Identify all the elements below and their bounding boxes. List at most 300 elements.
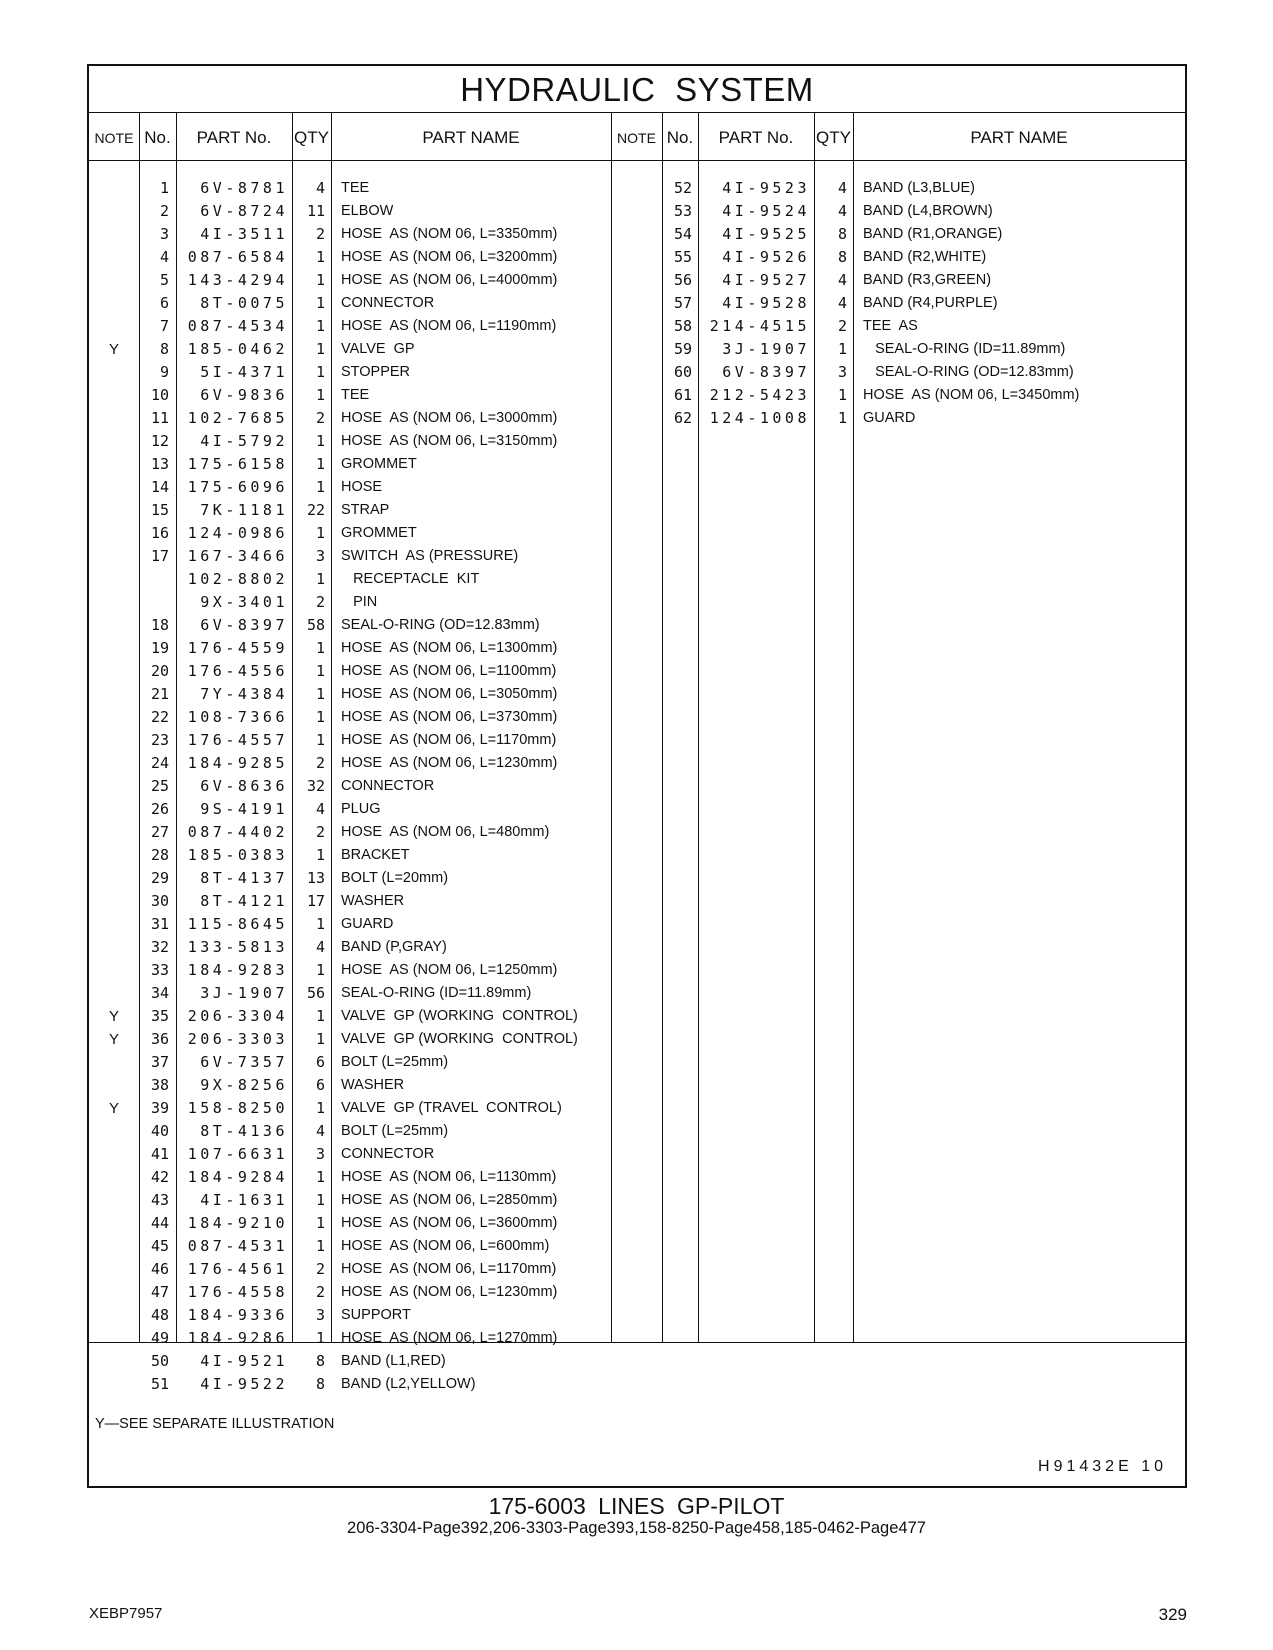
parts-row: [611, 361, 1185, 384]
parts-row: [89, 499, 611, 522]
part-number: 3J-1907: [200, 984, 288, 1002]
parts-row: [89, 1350, 611, 1373]
item-number: 11: [150, 409, 169, 427]
parts-row: [89, 407, 611, 430]
part-number: 212-5423: [709, 386, 810, 404]
part-number: 175-6096: [187, 478, 288, 496]
part-name: HOSE AS (NOM 06, L=3000mm): [341, 410, 558, 426]
item-number: 43: [150, 1191, 169, 1209]
parts-row: [89, 1051, 611, 1074]
header-qty: QTY: [816, 128, 851, 147]
parts-row: [89, 683, 611, 706]
item-number: 1: [159, 179, 169, 197]
quantity: 1: [837, 340, 847, 358]
part-number: 4I-9522: [200, 1375, 288, 1393]
quantity: 1: [315, 524, 325, 542]
part-name: BAND (P,GRAY): [341, 939, 447, 955]
part-number: 158-8250: [187, 1099, 288, 1117]
item-number: 31: [150, 915, 169, 933]
part-number: 176-4559: [187, 639, 288, 657]
part-number: 184-9286: [187, 1329, 288, 1347]
part-number: 184-9283: [187, 961, 288, 979]
part-name: HOSE AS (NOM 06, L=3450mm): [863, 387, 1080, 403]
quantity: 2: [315, 409, 325, 427]
part-name: STOPPER: [341, 364, 411, 380]
part-number: 115-8645: [187, 915, 288, 933]
part-number: 4I-9527: [722, 271, 810, 289]
item-number: 50: [150, 1352, 169, 1370]
item-number: 15: [150, 501, 169, 519]
item-number: 3: [159, 225, 169, 243]
item-number: 35: [150, 1007, 169, 1025]
quantity: 1: [315, 846, 325, 864]
part-number: 6V-7357: [200, 1053, 288, 1071]
quantity: 8: [315, 1352, 325, 1370]
parts-row: [89, 1327, 611, 1350]
part-name: BAND (R1,ORANGE): [863, 226, 1003, 242]
item-number: 55: [673, 248, 692, 266]
parts-row: [89, 982, 611, 1005]
part-number: 8T-4136: [200, 1122, 288, 1140]
part-number: 8T-4137: [200, 869, 288, 887]
item-number: 39: [150, 1099, 169, 1117]
item-number: 47: [150, 1283, 169, 1301]
item-number: 24: [150, 754, 169, 772]
parts-list-right: [611, 177, 1185, 430]
quantity: 4: [315, 1122, 325, 1140]
part-number: 4I-1631: [200, 1191, 288, 1209]
part-number: 184-9210: [187, 1214, 288, 1232]
item-number: 51: [150, 1375, 169, 1393]
quantity: 2: [315, 1283, 325, 1301]
part-name: BAND (L2,YELLOW): [341, 1376, 476, 1392]
header-note: NOTE: [94, 130, 134, 146]
item-number: 26: [150, 800, 169, 818]
part-name: WASHER: [341, 893, 405, 909]
parts-row: [89, 660, 611, 683]
part-number: 4I-5792: [200, 432, 288, 450]
parts-row: [611, 269, 1185, 292]
part-number: 108-7366: [187, 708, 288, 726]
part-name: GUARD: [341, 916, 394, 932]
item-number: 4: [159, 248, 169, 266]
part-name: HOSE AS (NOM 06, L=600mm): [341, 1238, 550, 1254]
part-number: 176-4561: [187, 1260, 288, 1278]
parts-row: [89, 1281, 611, 1304]
item-number: 34: [150, 984, 169, 1002]
part-number: 6V-8636: [200, 777, 288, 795]
quantity: 1: [315, 1237, 325, 1255]
header-qty: QTY: [294, 128, 329, 147]
part-number: 087-4534: [187, 317, 288, 335]
quantity: 1: [315, 386, 325, 404]
header-no: No.: [666, 128, 694, 147]
quantity: 4: [837, 202, 847, 220]
parts-row: [611, 292, 1185, 315]
item-number: 9: [159, 363, 169, 381]
part-name: BOLT (L=25mm): [341, 1054, 449, 1070]
part-name: BAND (L1,RED): [341, 1353, 446, 1369]
parts-row: [89, 361, 611, 384]
part-number: 6V-8397: [200, 616, 288, 634]
quantity: 8: [315, 1375, 325, 1393]
part-name: SEAL-O-RING (OD=12.83mm): [341, 617, 540, 633]
part-number: 176-4558: [187, 1283, 288, 1301]
quantity: 1: [315, 915, 325, 933]
item-number: 45: [150, 1237, 169, 1255]
parts-row: [89, 246, 611, 269]
quantity: 1: [315, 363, 325, 381]
parts-row: [89, 568, 611, 591]
parts-row: [89, 1074, 611, 1097]
divider: [89, 112, 1185, 113]
parts-row: [89, 1097, 611, 1120]
part-name: HOSE AS (NOM 06, L=1170mm): [341, 732, 557, 748]
part-number: 133-5813: [187, 938, 288, 956]
parts-list-left: [89, 177, 611, 1396]
item-number: 58: [673, 317, 692, 335]
part-number: 102-8802: [187, 570, 288, 588]
item-number: 28: [150, 846, 169, 864]
part-number: 4I-9521: [200, 1352, 288, 1370]
part-name: HOSE AS (NOM 06, L=1130mm): [341, 1169, 557, 1185]
part-name: HOSE AS (NOM 06, L=1170mm): [341, 1261, 557, 1277]
parts-row: [89, 1166, 611, 1189]
item-number: 59: [673, 340, 692, 358]
quantity: 1: [315, 1007, 325, 1025]
parts-row: [89, 752, 611, 775]
item-number: 7: [159, 317, 169, 335]
part-number: 4I-3511: [200, 225, 288, 243]
quantity: 4: [315, 800, 325, 818]
parts-row: [611, 315, 1185, 338]
quantity: 2: [315, 1260, 325, 1278]
parts-row: [89, 821, 611, 844]
part-number: 6V-8397: [722, 363, 810, 381]
item-number: 33: [150, 961, 169, 979]
quantity: 17: [306, 892, 325, 910]
item-number: 17: [150, 547, 169, 565]
part-name: HOSE AS (NOM 06, L=3600mm): [341, 1215, 558, 1231]
quantity: 2: [837, 317, 847, 335]
quantity: 1: [315, 271, 325, 289]
quantity: 1: [315, 432, 325, 450]
part-number: 185-0383: [187, 846, 288, 864]
quantity: 56: [306, 984, 325, 1002]
parts-row: [89, 545, 611, 568]
quantity: 3: [315, 1145, 325, 1163]
part-name: RECEPTACLE KIT: [341, 571, 480, 587]
part-number: 124-1008: [709, 409, 810, 427]
part-number: 9X-3401: [200, 593, 288, 611]
parts-row: [89, 522, 611, 545]
quantity: 8: [837, 248, 847, 266]
part-name: GROMMET: [341, 456, 417, 472]
group-page-references: 206-3304-Page392,206-3303-Page393,158-8250-Page458,185-0462-Page477: [347, 1519, 926, 1537]
note-flag: Y: [108, 1008, 119, 1025]
part-name: BAND (R3,GREEN): [863, 272, 992, 288]
quantity: 3: [315, 547, 325, 565]
part-number: 6V-8724: [200, 202, 288, 220]
quantity: 1: [315, 455, 325, 473]
part-name: CONNECTOR: [341, 778, 435, 794]
part-number: 4I-9526: [722, 248, 810, 266]
part-number: 7Y-4384: [200, 685, 288, 703]
quantity: 1: [315, 340, 325, 358]
quantity: 1: [315, 662, 325, 680]
part-name: BOLT (L=20mm): [341, 870, 449, 886]
part-number: 206-3304: [187, 1007, 288, 1025]
part-name: HOSE AS (NOM 06, L=4000mm): [341, 272, 558, 288]
part-name: HOSE AS (NOM 06, L=3150mm): [341, 433, 558, 449]
parts-row: [89, 890, 611, 913]
quantity: 1: [315, 1214, 325, 1232]
quantity: 3: [315, 1306, 325, 1324]
parts-row: [89, 338, 611, 361]
part-number: 124-0986: [187, 524, 288, 542]
part-name: BAND (L3,BLUE): [863, 180, 976, 196]
quantity: 8: [837, 225, 847, 243]
part-number: 8T-0075: [200, 294, 288, 312]
part-name: PIN: [341, 594, 378, 610]
parts-row: [89, 1143, 611, 1166]
item-number: 46: [150, 1260, 169, 1278]
part-name: HOSE AS (NOM 06, L=1230mm): [341, 755, 558, 771]
part-name: HOSE AS (NOM 06, L=1100mm): [341, 663, 557, 679]
item-number: 22: [150, 708, 169, 726]
quantity: 11: [306, 202, 325, 220]
item-number: 48: [150, 1306, 169, 1324]
part-name: VALVE GP: [341, 341, 415, 357]
quantity: 58: [306, 616, 325, 634]
item-number: 53: [673, 202, 692, 220]
quantity: 6: [315, 1076, 325, 1094]
part-number: 176-4556: [187, 662, 288, 680]
quantity: 1: [837, 409, 847, 427]
parts-row: [611, 223, 1185, 246]
parts-row: [89, 913, 611, 936]
part-number: 4I-9525: [722, 225, 810, 243]
parts-row: [89, 384, 611, 407]
item-number: 5: [159, 271, 169, 289]
note-flag: Y: [108, 1100, 119, 1117]
part-number: 185-0462: [187, 340, 288, 358]
part-number: 4I-9524: [722, 202, 810, 220]
item-number: 2: [159, 202, 169, 220]
part-name: HOSE AS (NOM 06, L=1300mm): [341, 640, 558, 656]
part-name: TEE AS: [863, 318, 918, 334]
item-number: 13: [150, 455, 169, 473]
parts-row: [89, 315, 611, 338]
parts-row: [89, 614, 611, 637]
item-number: 61: [673, 386, 692, 404]
parts-row: [89, 1028, 611, 1051]
parts-row: [89, 1373, 611, 1396]
parts-row: [89, 200, 611, 223]
quantity: 1: [837, 386, 847, 404]
item-number: 60: [673, 363, 692, 381]
part-name: HOSE AS (NOM 06, L=1190mm): [341, 318, 557, 334]
quantity: 1: [315, 1030, 325, 1048]
quantity: 1: [315, 731, 325, 749]
item-number: 12: [150, 432, 169, 450]
item-number: 40: [150, 1122, 169, 1140]
quantity: 2: [315, 593, 325, 611]
parts-row: [89, 1304, 611, 1327]
parts-row: [89, 1005, 611, 1028]
header-note: NOTE: [617, 130, 656, 146]
part-number: 184-9285: [187, 754, 288, 772]
parts-row: [89, 844, 611, 867]
quantity: 32: [306, 777, 325, 795]
quantity: 2: [315, 225, 325, 243]
item-number: 56: [673, 271, 692, 289]
parts-row: [89, 1212, 611, 1235]
item-number: 37: [150, 1053, 169, 1071]
parts-row: [611, 246, 1185, 269]
quantity: 1: [315, 708, 325, 726]
part-name: HOSE AS (NOM 06, L=3730mm): [341, 709, 558, 725]
quantity: 1: [315, 317, 325, 335]
item-number: 6: [159, 294, 169, 312]
item-number: 52: [673, 179, 692, 197]
item-number: 23: [150, 731, 169, 749]
item-number: 8: [159, 340, 169, 358]
quantity: 1: [315, 248, 325, 266]
part-name: VALVE GP (WORKING CONTROL): [341, 1008, 578, 1024]
parts-row: [89, 1189, 611, 1212]
quantity: 1: [315, 570, 325, 588]
parts-table-frame: [87, 64, 1187, 1488]
page-number: 329: [1158, 1605, 1187, 1624]
item-number: 36: [150, 1030, 169, 1048]
quantity: 1: [315, 685, 325, 703]
part-number: 6V-8781: [200, 179, 288, 197]
quantity: 1: [315, 1191, 325, 1209]
item-number: 16: [150, 524, 169, 542]
quantity: 3: [837, 363, 847, 381]
part-number: 087-4531: [187, 1237, 288, 1255]
item-number: 38: [150, 1076, 169, 1094]
parts-row: [89, 936, 611, 959]
item-number: 32: [150, 938, 169, 956]
part-number: 184-9336: [187, 1306, 288, 1324]
parts-row: [89, 1258, 611, 1281]
part-number: 6V-9836: [200, 386, 288, 404]
part-name: HOSE AS (NOM 06, L=3350mm): [341, 226, 558, 242]
part-number: 9S-4191: [200, 800, 288, 818]
part-name: HOSE AS (NOM 06, L=1270mm): [341, 1330, 558, 1346]
quantity: 1: [315, 478, 325, 496]
part-name: CONNECTOR: [341, 1146, 435, 1162]
parts-row: [89, 1120, 611, 1143]
part-number: 102-7685: [187, 409, 288, 427]
item-number: 10: [150, 386, 169, 404]
quantity: 4: [837, 294, 847, 312]
parts-row: [611, 384, 1185, 407]
parts-row: [89, 591, 611, 614]
illustration-reference: H91432E 10: [1038, 1458, 1167, 1475]
item-number: 18: [150, 616, 169, 634]
part-name: CONNECTOR: [341, 295, 435, 311]
part-number: 175-6158: [187, 455, 288, 473]
part-number: 107-6631: [187, 1145, 288, 1163]
header-part-no: PART No.: [196, 128, 272, 147]
part-number: 8T-4121: [200, 892, 288, 910]
table-title: HYDRAULIC SYSTEM: [460, 71, 814, 108]
item-number: 62: [673, 409, 692, 427]
part-name: STRAP: [341, 502, 390, 518]
part-name: SEAL-O-RING (OD=12.83mm): [863, 364, 1074, 380]
item-number: 14: [150, 478, 169, 496]
group-title: 175-6003 LINES GP-PILOT: [488, 1493, 785, 1519]
part-name: SEAL-O-RING (ID=11.89mm): [341, 985, 532, 1001]
part-number: 5I-4371: [200, 363, 288, 381]
part-name: PLUG: [341, 801, 381, 817]
item-number: 54: [673, 225, 692, 243]
parts-row: [611, 338, 1185, 361]
parts-row: [89, 269, 611, 292]
note-flag: Y: [108, 341, 119, 358]
item-number: 42: [150, 1168, 169, 1186]
item-number: 21: [150, 685, 169, 703]
item-number: 41: [150, 1145, 169, 1163]
parts-row: [89, 223, 611, 246]
part-name: HOSE AS (NOM 06, L=2850mm): [341, 1192, 558, 1208]
note-flag: Y: [108, 1031, 119, 1048]
part-number: 167-3466: [187, 547, 288, 565]
part-name: TEE: [341, 387, 370, 403]
quantity: 1: [315, 961, 325, 979]
part-number: 7K-1181: [200, 501, 288, 519]
part-number: 4I-9528: [722, 294, 810, 312]
parts-row: [89, 706, 611, 729]
parts-row: [89, 177, 611, 200]
parts-row: [611, 200, 1185, 223]
parts-row: [89, 775, 611, 798]
part-name: HOSE AS (NOM 06, L=1250mm): [341, 962, 558, 978]
part-name: SEAL-O-RING (ID=11.89mm): [863, 341, 1066, 357]
quantity: 13: [306, 869, 325, 887]
item-number: 19: [150, 639, 169, 657]
quantity: 4: [837, 179, 847, 197]
part-name: GUARD: [863, 410, 916, 426]
header-part-no: PART No.: [718, 128, 794, 147]
item-number: 49: [150, 1329, 169, 1347]
part-name: HOSE: [341, 479, 383, 495]
item-number: 29: [150, 869, 169, 887]
part-name: VALVE GP (WORKING CONTROL): [341, 1031, 578, 1047]
item-number: 44: [150, 1214, 169, 1232]
parts-row: [89, 453, 611, 476]
quantity: 1: [315, 294, 325, 312]
quantity: 1: [315, 1168, 325, 1186]
parts-row: [89, 729, 611, 752]
part-name: BAND (R4,PURPLE): [863, 295, 998, 311]
document-id: XEBP7957: [89, 1605, 163, 1622]
part-name: HOSE AS (NOM 06, L=480mm): [341, 824, 550, 840]
part-name: HOSE AS (NOM 06, L=1230mm): [341, 1284, 558, 1300]
part-name: SWITCH AS (PRESSURE): [341, 548, 519, 564]
item-number: 57: [673, 294, 692, 312]
part-number: 3J-1907: [722, 340, 810, 358]
parts-row: [89, 867, 611, 890]
quantity: 1: [315, 639, 325, 657]
header-no: No.: [144, 128, 171, 147]
quantity: 2: [315, 754, 325, 772]
item-number: 27: [150, 823, 169, 841]
quantity: 4: [315, 179, 325, 197]
